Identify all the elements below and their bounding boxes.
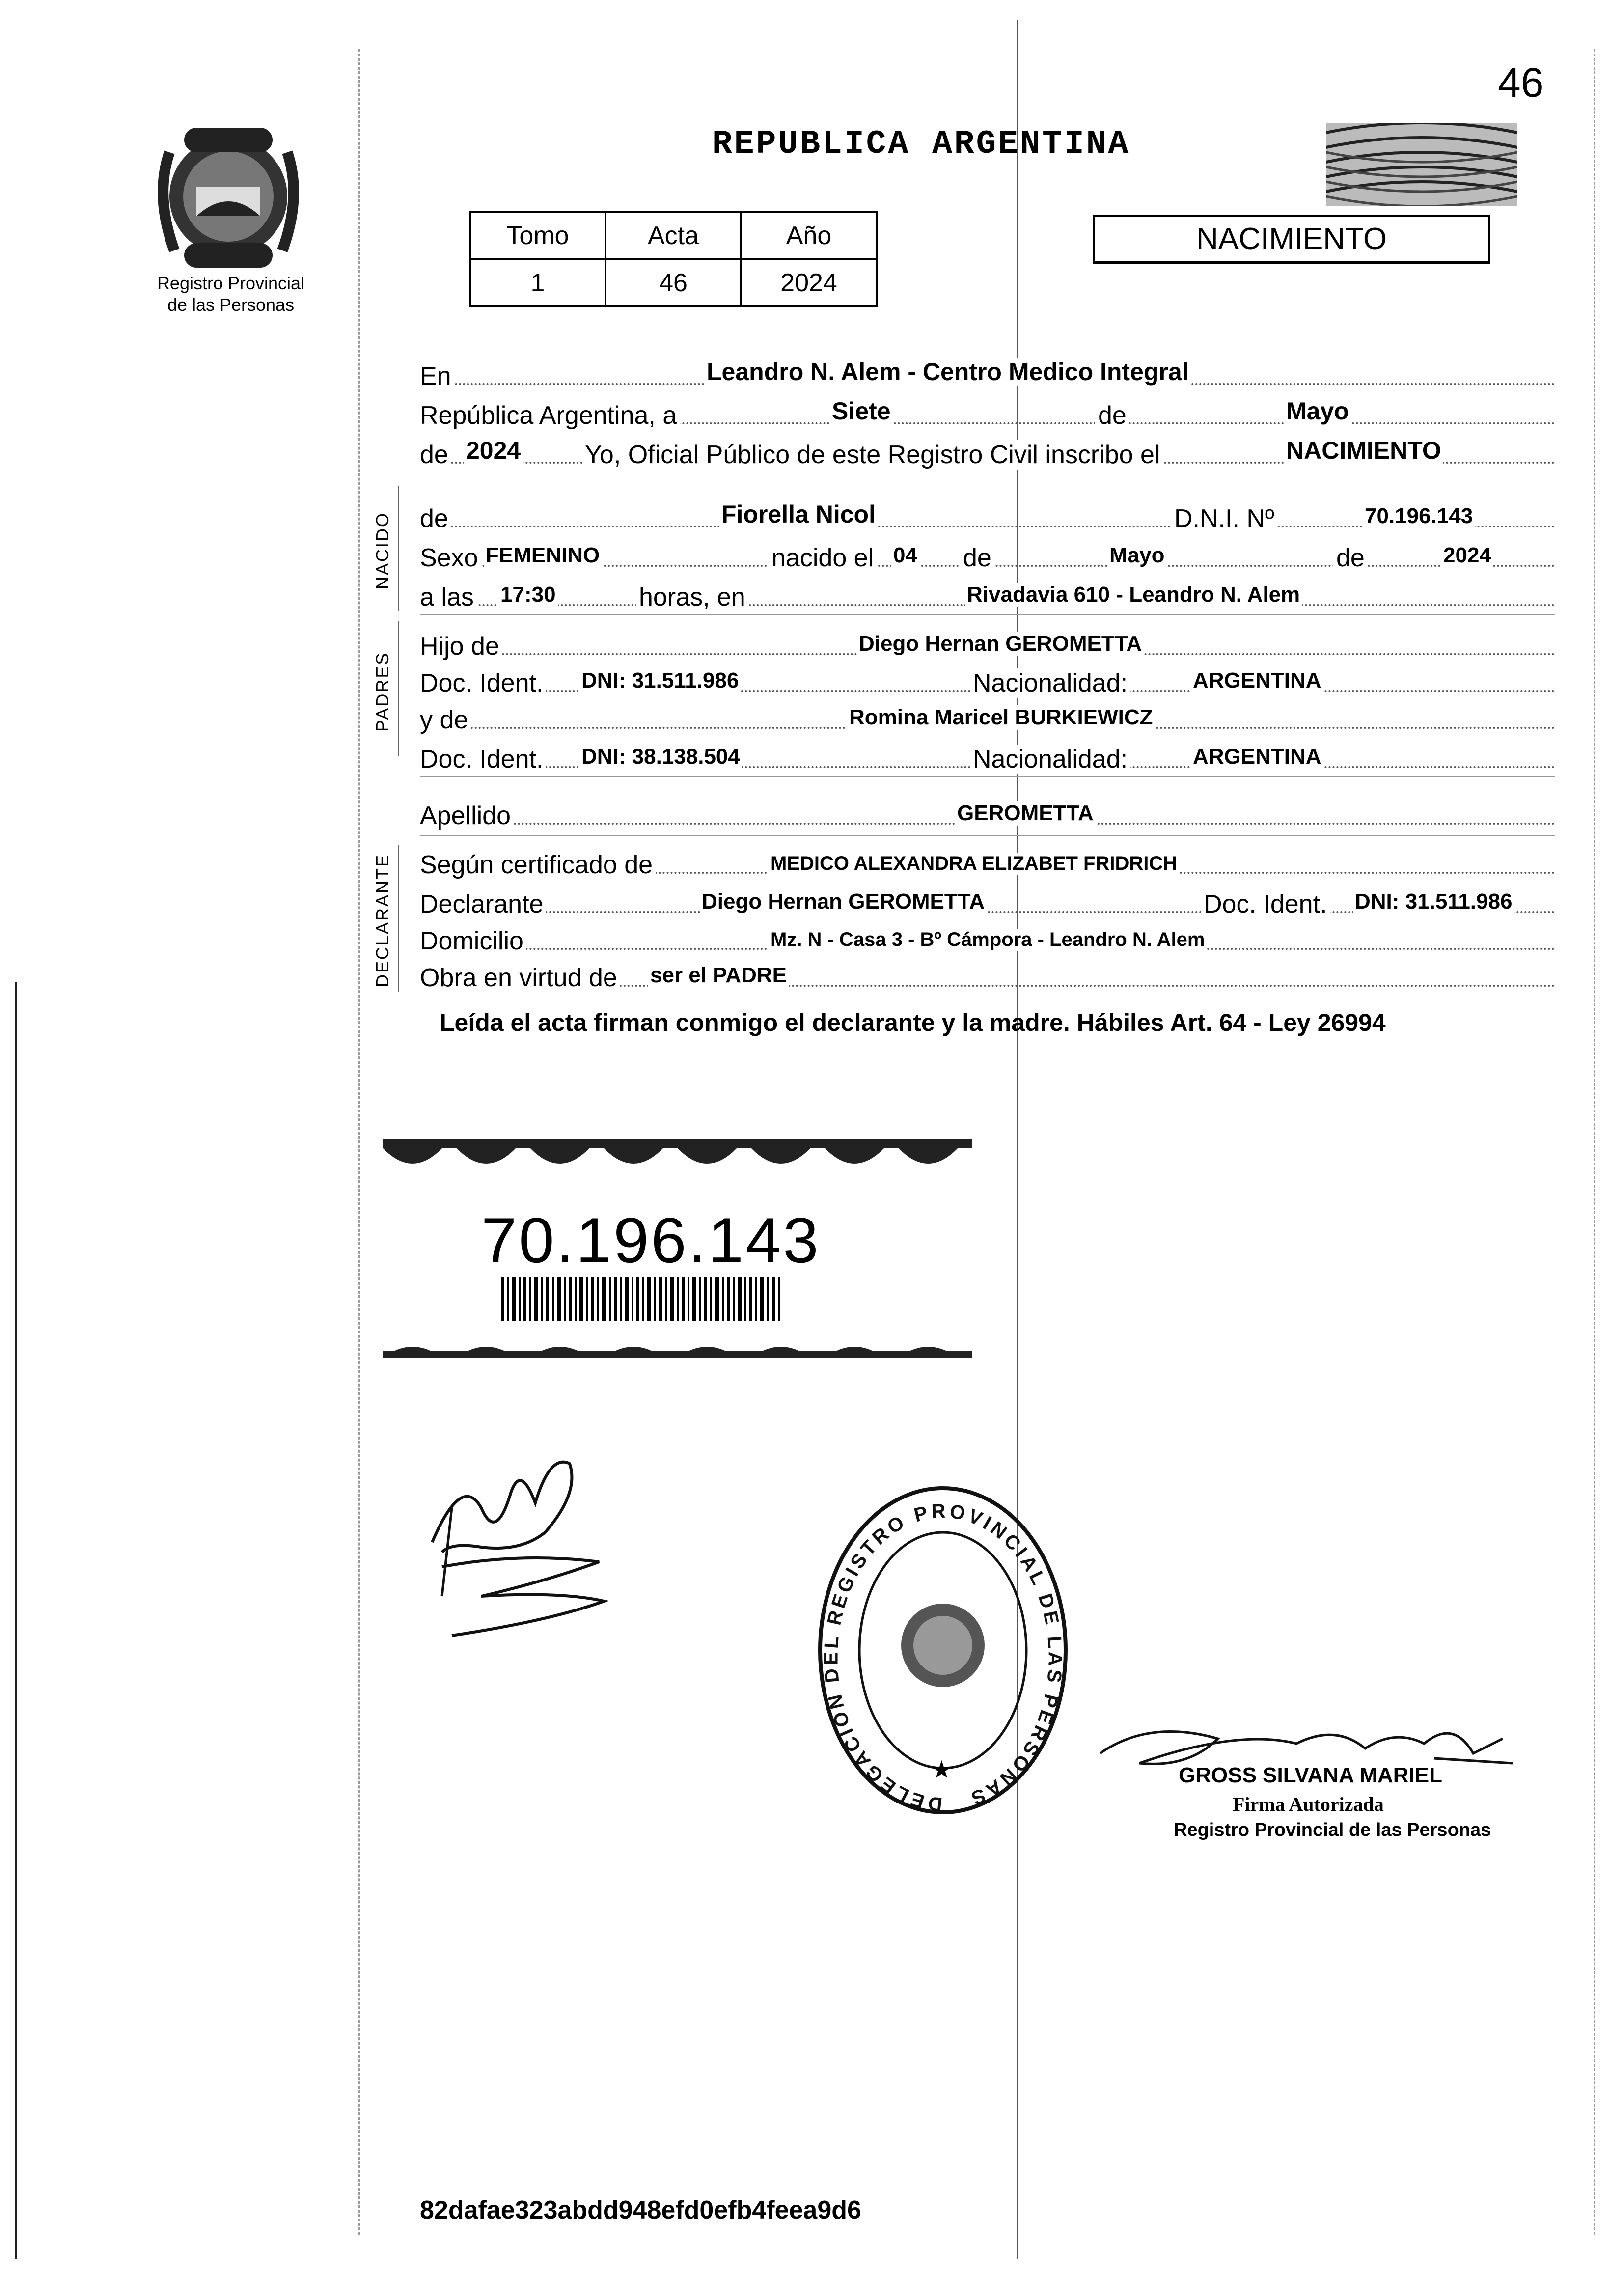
ano-header: Año (741, 212, 877, 259)
address-value: Mz. N - Casa 3 - Bº Cámpora - Leandro N. Alem (769, 929, 1207, 951)
de-label: de (420, 440, 451, 470)
mother-doc-value: DNI: 38.138.504 (579, 745, 742, 769)
observation-text: Leída el acta firman conmigo el declarante y la madre. Hábiles Art. 64 - Ley 26994 (440, 1009, 1386, 1036)
child-dni-value: 70.196.143 (1363, 504, 1475, 528)
row-sex (420, 535, 1555, 573)
de-label: de (420, 504, 451, 533)
doc-label: Doc. Ident. (420, 668, 546, 698)
mother-value: Romina Maricel BURKIEWICZ (847, 705, 1155, 730)
place-label: En (420, 361, 454, 391)
row-mother (420, 697, 1555, 735)
row-father-doc (420, 661, 1555, 698)
row-time (420, 575, 1555, 612)
document-hash: 82dafae323abdd948efd0efb4feea9d6 (420, 2196, 861, 2224)
year-value: 2024 (464, 436, 523, 465)
officer-text: Yo, Oficial Público de este Registro Civil inscribo el (582, 440, 1163, 470)
separator (420, 614, 1555, 615)
acta-value: 46 (606, 259, 741, 306)
nationality-label: Nacionalidad: (970, 745, 1130, 774)
declarant-doc-label: Doc. Ident. (1201, 889, 1330, 919)
time-value: 17:30 (498, 583, 558, 607)
de-label: de (1095, 401, 1129, 430)
event-value: NACIMIENTO (1284, 436, 1443, 465)
side-label-nacido: NACIDO (372, 511, 392, 589)
document-title: REPUBLICA ARGENTINA (712, 125, 1130, 163)
declarant-signature (422, 1434, 619, 1645)
margin-line-right (1594, 49, 1595, 2235)
born-label: nacido el (769, 543, 877, 573)
officer-name: GROSS SILVANA MARIEL (1179, 1763, 1442, 1787)
born-day-value: 04 (891, 543, 919, 568)
record-type-box: NACIMIENTO (1093, 215, 1490, 264)
father-nat-value: ARGENTINA (1191, 668, 1323, 693)
registry-seal (815, 1483, 1071, 1817)
registry-line-2: de las Personas (167, 295, 295, 315)
barcode-bars (501, 1277, 780, 1321)
row-declarant (420, 882, 1555, 919)
capacity-label: Obra en virtud de (420, 963, 620, 993)
father-value: Diego Hernan GEROMETTA (857, 632, 1144, 656)
address-label: Domicilio (420, 926, 526, 956)
time-label: a las (420, 583, 477, 612)
place-value: Leandro N. Alem - Centro Medico Integral (705, 358, 1191, 386)
separator (420, 835, 1555, 836)
declarant-doc-value: DNI: 31.511.986 (1353, 889, 1514, 914)
side-label-declarante: DECLARANTE (372, 853, 392, 987)
page-number: 46 (1498, 59, 1544, 106)
tomo-header: Tomo (470, 212, 606, 259)
row-certificate (420, 842, 1555, 880)
edge-mark (15, 982, 17, 2259)
doc-label: Doc. Ident. (420, 745, 546, 774)
surname-label: Apellido (420, 801, 514, 831)
seal-text: DELEGACION DEL REGISTRO PROVINCIAL DE LAS PERSONAS (820, 1500, 1066, 1815)
officer-role: Firma Autorizada (1233, 1793, 1384, 1815)
margin-line-left (358, 49, 360, 2235)
row-capacity (420, 955, 1555, 993)
certificate-label: Según certificado de (420, 850, 656, 880)
row-address (420, 918, 1555, 956)
mother-label: y de (420, 705, 471, 735)
row-place (420, 354, 1555, 391)
separator (420, 776, 1555, 777)
acta-header: Acta (606, 212, 741, 259)
nacido-bracket (398, 486, 399, 611)
id-number: 70.196.143 (481, 1204, 821, 1276)
day-value: Siete (830, 397, 893, 425)
mother-nat-value: ARGENTINA (1191, 745, 1323, 769)
padres-bracket (398, 621, 399, 756)
birth-place-value: Rivadavia 610 - Leandro N. Alem (965, 583, 1302, 607)
tomo-value: 1 (470, 259, 606, 306)
nationality-label: Nacionalidad: (970, 668, 1130, 698)
row-surname (420, 793, 1555, 831)
date-label: República Argentina, a (420, 401, 680, 430)
side-label-padres: PADRES (372, 651, 392, 732)
born-year-value: 2024 (1441, 543, 1493, 568)
star-icon: ★ (931, 1755, 953, 1784)
ano-value: 2024 (741, 259, 877, 306)
surname-value: GEROMETTA (955, 801, 1096, 826)
certifier-value: MEDICO ALEXANDRA ELIZABET FRIDRICH (769, 853, 1179, 875)
row-year (420, 432, 1555, 470)
row-father (420, 624, 1555, 661)
declarante-bracket (398, 845, 399, 992)
father-doc-value: DNI: 31.511.986 (579, 668, 741, 693)
registry-name (133, 273, 329, 316)
row-date (420, 393, 1555, 430)
declarant-label: Declarante (420, 889, 546, 919)
child-name-value: Fiorella Nicol (719, 500, 878, 528)
province-logo (150, 113, 307, 270)
sex-value: FEMENINO (484, 543, 602, 568)
row-child (420, 496, 1555, 533)
father-label: Hijo de (420, 632, 502, 661)
officer-org: Registro Provincial de las Personas (1174, 1820, 1491, 1840)
born-month-value: Mayo (1107, 543, 1166, 568)
born-de2-label: de (1333, 543, 1368, 573)
registry-line-1: Registro Provincial (157, 273, 305, 293)
declarant-value: Diego Hernan GEROMETTA (700, 889, 987, 914)
security-stamp (1326, 123, 1517, 206)
tomo-acta-ano-table (469, 211, 878, 307)
capacity-value: ser el PADRE (648, 963, 789, 988)
sex-label: Sexo (420, 543, 481, 573)
row-mother-doc (420, 737, 1555, 774)
dni-label: D.N.I. Nº (1171, 504, 1277, 533)
born-de-label: de (960, 543, 994, 573)
place2-label: horas, en (636, 583, 748, 612)
month-value: Mayo (1284, 397, 1351, 425)
